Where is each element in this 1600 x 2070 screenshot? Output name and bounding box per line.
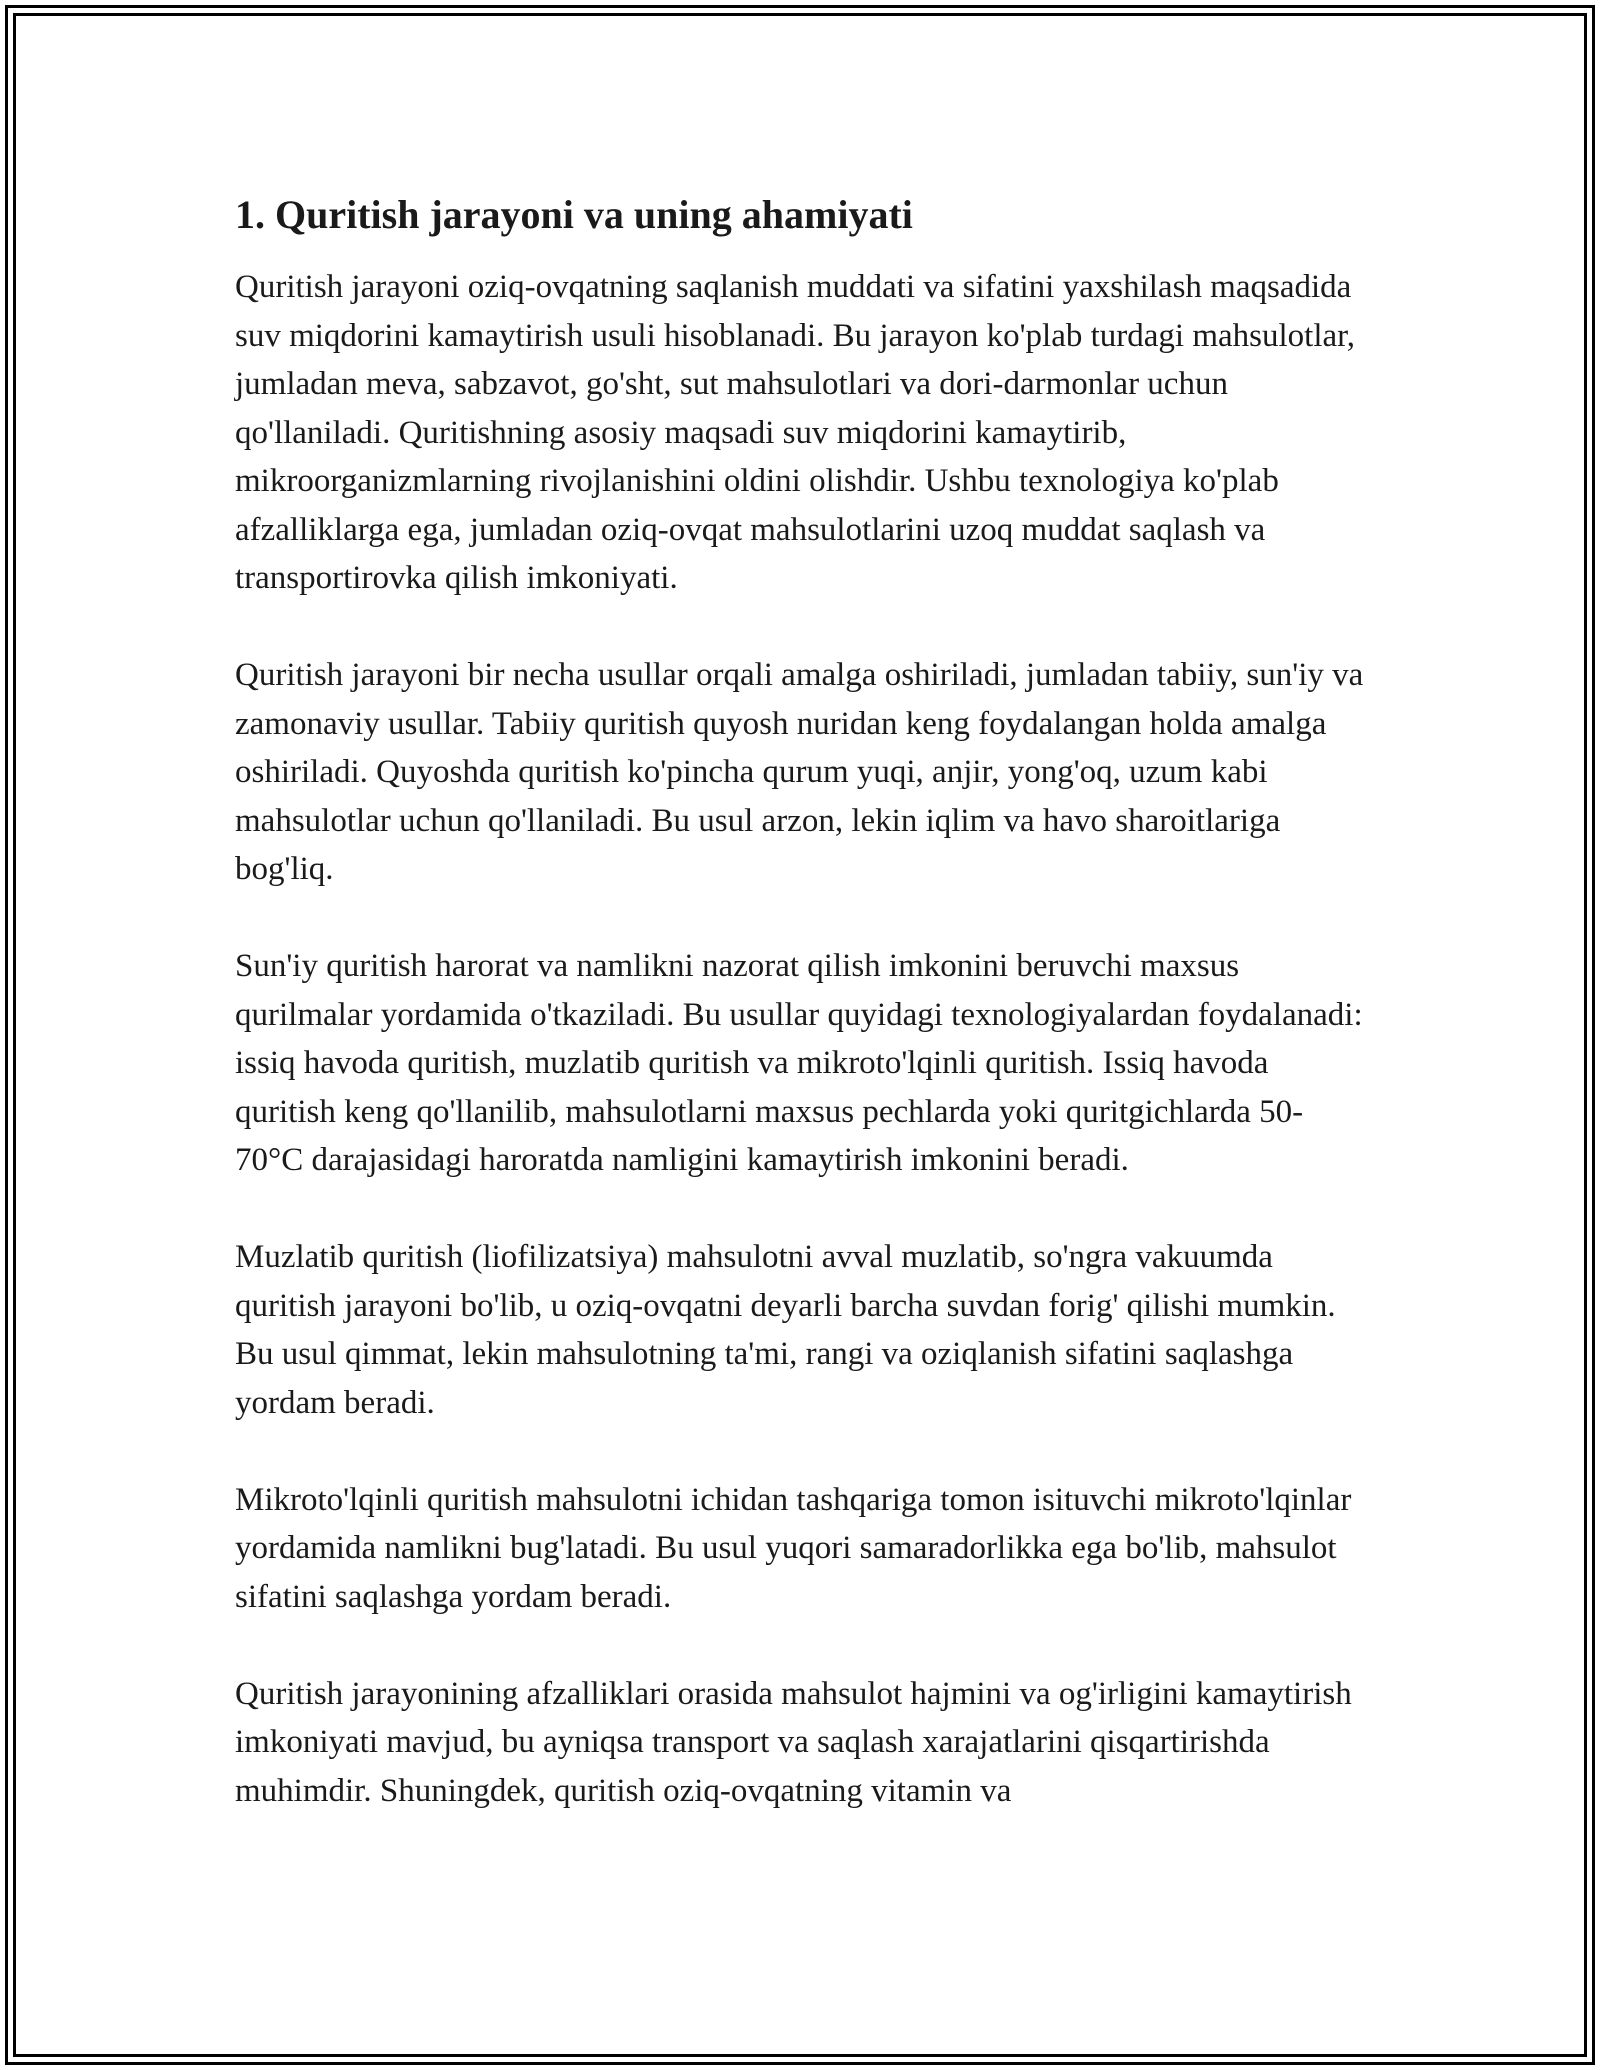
paragraph-freeze-drying: Muzlatib quritish (liofilizatsiya) mahsulotni avval muzlatib, so'ngra vakuumda quritish jarayoni bo'lib, u oziq-ovqatni deyarli barcha suvdan forig' qilishi mumkin. Bu usul qimmat, lekin mahsulotning ta'mi, rangi va oziqlanish sifatini saqlashga yordam beradi. [235,1239,1336,1421]
paragraph-intro: Quritish jarayoni oziq-ovqatning saqlanish muddati va sifatini yaxshilash maqsadida suv miqdorini kamaytirish usuli hisoblanadi. Bu jarayon ko'plab turdagi mahsulotlar, jumladan meva, sabzavot, go'sht, sut mahsulotlari va dori-darmonlar uchun qo'llaniladi. Quritishning asosiy maqsadi suv miqdorini kamaytirib, mikroorganizmlarning rivojlanishini oldini olishdir. Ushbu texnologiya ko'plab afzalliklarga ega, jumladan oziq-ovqat mahsulotlarini uzoq muddat saqlash va transportirovka qilish imkoniyati. [235,269,1356,596]
paragraph-artificial-drying: Sun'iy quritish harorat va namlikni nazorat qilish imkonini beruvchi maxsus qurilmalar yordamida o'tkaziladi. Bu usullar quyidagi texnologiyalardan foydalanadi: issiq havoda quritish, muzlatib quritish va mikroto'lqinli quritish. Issiq havoda quritish keng qo'llanilib, mahsulotlarni maxsus pechlarda yoki quritgichlarda 50-70°C darajasidagi haroratda namligini kamaytirish imkonini beradi. [235,948,1363,1178]
paragraph-methods: Quritish jarayoni bir necha usullar orqali amalga oshiriladi, jumladan tabiiy, sun'iy va zamonaviy usullar. Tabiiy quritish quyosh nuridan keng foydalangan holda amalga oshiriladi. Quyoshda quritish ko'pincha qurum yuqi, anjir, yong'oq, uzum kabi mahsulotlar uchun qo'llaniladi. Bu usul arzon, lekin iqlim va havo sharoitlariga bog'liq. [235,657,1364,887]
paragraph-advantages: Quritish jarayonining afzalliklari orasida mahsulot hajmini va og'irligini kamaytirish imkoniyati mavjud, bu ayniqsa transport va saqlash xarajatlarini qisqartirishda muhimdir. Shuningdek, quritish oziq-ovqatning vitamin va [235,1675,1352,1809]
paragraph-microwave-drying: Mikroto'lqinli quritish mahsulotni ichidan tashqariga tomon isituvchi mikroto'lqinlar yordamida namlikni bug'latadi. Bu usul yuqori samaradorlikka ega bo'lib, mahsulot sifatini saqlashga yordam beradi. [235,1481,1352,1615]
section-heading: 1. Quritish jarayoni va uning ahamiyati [235,192,913,237]
document-body [235,185,1365,1864]
